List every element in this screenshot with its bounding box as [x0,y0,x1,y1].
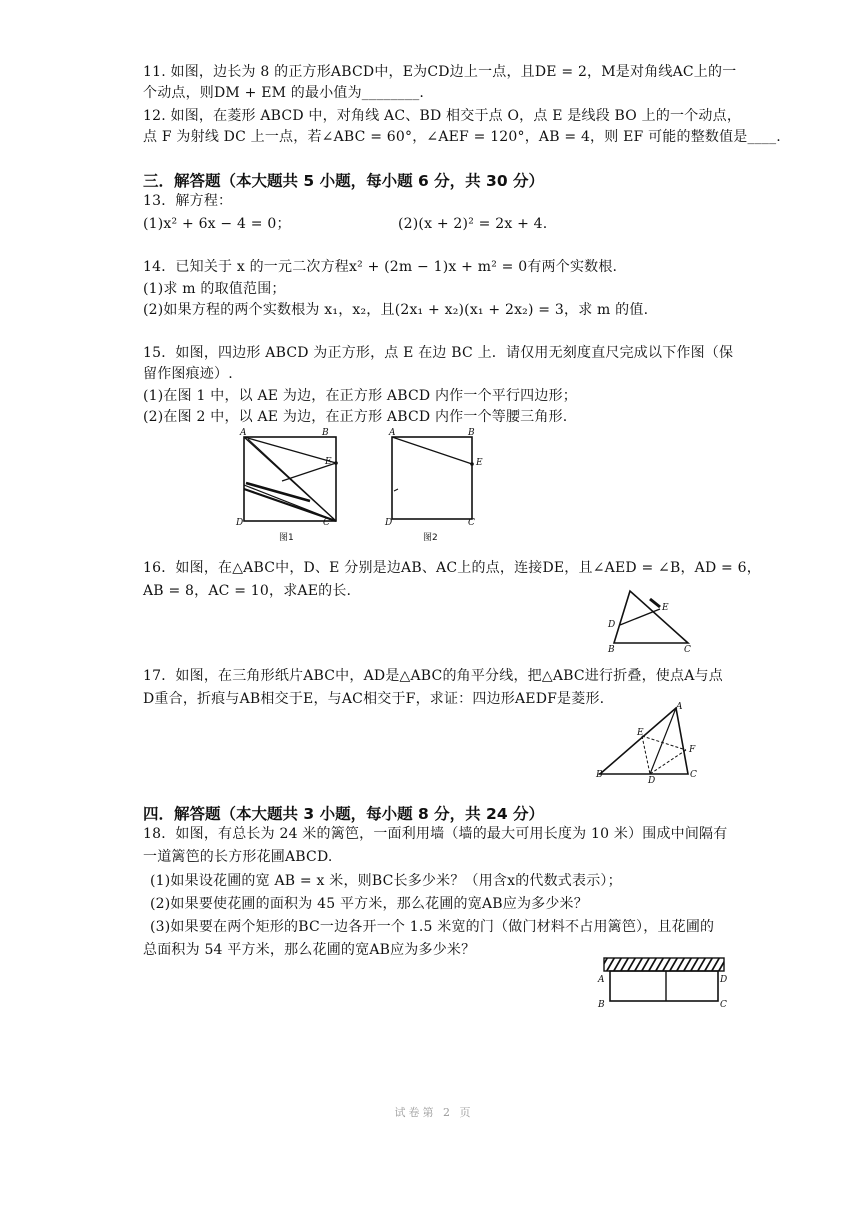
fig2-point-e [470,462,474,466]
q18-line2: 一道篱笆的长方形花圃ABCD. [143,849,333,865]
q12-line2: 点 F 为射线 DC 上一点，若∠ABC = 60°，∠AEF = 120°，AB = 4，则 EF 可能的整数值是____. [143,129,781,145]
q16-label-c: C [684,645,691,655]
fig2-label-d: D [385,518,393,528]
q15-line2: 留作图痕迹）. [143,366,233,382]
q17-label-a: A [676,702,683,712]
q18-garden [610,971,718,1001]
q16-label-b: B [608,645,615,655]
q18-line3: (1)如果设花圃的宽 AB = x 米，则BC长多少米？（用含x的代数式表示）； [150,873,622,889]
q14-line3: (2)如果方程的两个实数根为 x₁，x₂，且(2x₁ + x₂)(x₁ + 2x₂) = 3，求 m 的值. [143,302,649,318]
fig2-label-a: A [389,428,396,438]
fig2-mark [394,489,398,491]
q13-title: 13．解方程： [143,193,233,209]
q18-figure [600,955,730,1015]
q14-line2: (1)求 m 的取值范围； [143,281,286,297]
page-footer: 试卷第 2 页 [394,1106,474,1119]
fig2-label-b: B [468,428,475,438]
q14-line1: 14．已知关于 x 的一元二次方程x² + (2m − 1)x + m² = 0有两个实数根. [143,259,618,275]
q15-line3: (1)在图 1 中，以 AE 为边，在正方形 ABCD 内作一个平行四边形； [143,388,577,404]
fig1-label-d: D [236,518,244,528]
q17-line1: 17．如图，在三角形纸片ABC中，AD是△ABC的角平分线，把△ABC进行折叠，使点A与点 [143,668,723,684]
q18-wall [604,958,724,971]
q18-label-a: A [598,975,605,985]
q17-label-c: C [690,770,697,780]
q16-fold-mark [650,599,660,607]
fig1-label-c: C [323,518,330,528]
q17-label-f: F [689,745,696,755]
q15-line1: 15．如图，四边形 ABCD 为正方形，点 E 在边 BC 上．请仅用无刻度直尺完成以下作图（保 [143,345,734,361]
q17-line-ed [642,736,650,774]
q11-line1: 11. 如图，边长为 8 的正方形ABCD中，E为CD边上一点，且DE = 2，M是对角线AC上的一 [143,64,737,80]
section-4-heading: 四．解答题（本大题共 3 小题，每小题 8 分，共 24 分） [143,805,545,823]
fig2-caption: 图2 [423,533,438,543]
fig1-caption: 图1 [279,533,294,543]
q17-label-e: E [637,728,644,738]
fig2-line-ae [392,437,472,464]
fig2-label-e: E [476,458,483,468]
fig2-label-c: C [468,518,475,528]
q16-label-d: D [608,620,616,630]
q18-label-c: C [720,1000,727,1010]
q17-triangle-abc [600,708,688,774]
q11-line2: 个动点，则DM + EM 的最小值为________. [143,85,425,101]
q18-line5: (3)如果要在两个矩形的BC一边各开一个 1.5 米宽的门（做门材料不占用篱笆），且花圃的 [150,919,715,935]
q16-line1: 16．如图，在△ABC中，D、E 分别是边AB、AC上的点，连接DE，且∠AED = ∠B，AD = 6， [143,560,761,576]
fig1-label-a: A [240,428,247,438]
q16-figure [600,585,710,655]
q15-line4: (2)在图 2 中，以 AE 为边，在正方形 ABCD 内作一个等腰三角形. [143,409,568,425]
fig2-square [392,437,472,519]
q16-line-de [620,609,660,625]
q17-line-fd [650,750,686,774]
q18-line1: 18．如图，有总长为 24 米的篱笆，一面利用墙（墙的最大可用长度为 10 米）围成中间隔有 [143,826,728,842]
q16-label-e: E [662,603,669,613]
fig1-label-b: B [322,428,329,438]
q12-line1: 12. 如图，在菱形 ABCD 中，对角线 AC、BD 相交于点 O，点 E 是线段 BO 上的一个动点， [143,108,742,124]
q17-line2: D重合，折痕与AB相交于E，与AC相交于F，求证：四边形AEDF是菱形. [143,691,605,707]
q15-figure-1 [230,425,350,545]
fig1-point-e [334,461,338,465]
q13-eq1: (1)x² + 6x − 4 = 0； [143,216,291,232]
section-3-heading: 三．解答题（本大题共 5 小题，每小题 6 分，共 30 分） [143,172,545,190]
q17-figure [592,700,702,785]
q16-line2: AB = 8，AC = 10，求AE的长. [143,583,352,599]
q13-eq2: (2)(x + 2)² = 2x + 4. [398,216,548,232]
q17-line-ad [650,708,676,774]
q17-label-d: D [648,776,656,786]
q18-line6: 总面积为 54 平方米，那么花圃的宽AB应为多少米？ [143,942,476,958]
q18-label-b: B [598,1000,605,1010]
fig1-line-a-c2 [248,439,334,519]
q18-label-d: D [720,975,728,985]
fig1-label-e: E [325,457,332,467]
q17-label-b: B [596,770,603,780]
q18-line4: (2)如果要使花圃的面积为 45 平方米，那么花圃的宽AB应为多少米？ [150,896,588,912]
fig1-line-diag2 [244,489,336,521]
